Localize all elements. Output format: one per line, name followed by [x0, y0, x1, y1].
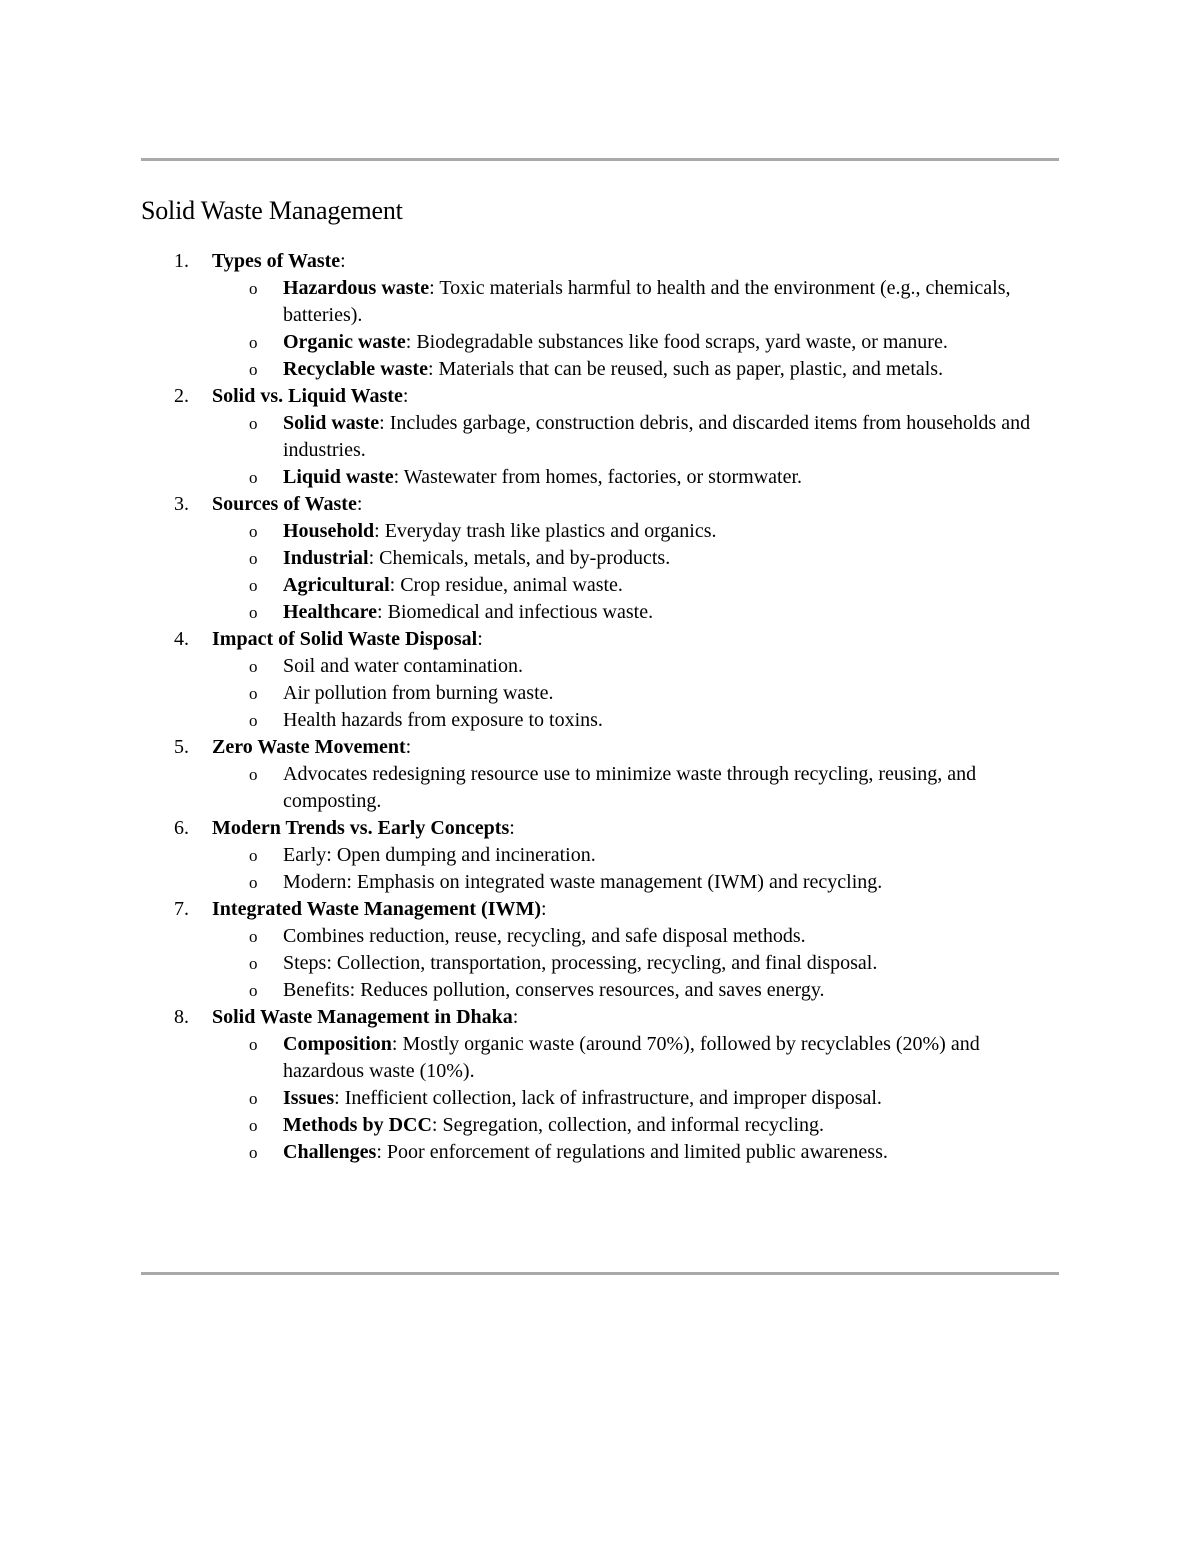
- item-text: Early: Open dumping and incineration.: [283, 844, 596, 866]
- bullet-icon: o: [249, 657, 258, 676]
- bottom-divider: [141, 1272, 1059, 1275]
- bullet-icon: o: [249, 414, 258, 433]
- bullet-icon: o: [249, 711, 258, 730]
- section-2: [141, 383, 1059, 491]
- section-5: [141, 734, 1059, 815]
- section-number: 2.: [174, 385, 189, 407]
- item-text: Biodegradable substances like food scraps, yard waste, or manure.: [416, 331, 948, 353]
- list-item: [212, 707, 1059, 734]
- section-4: [141, 626, 1059, 734]
- item-term: Issues: [283, 1087, 335, 1109]
- list-item: o Hazardous waste: Toxic materials harmful to health and the environment (e.g., chemicals, batteries).: [249, 277, 1011, 326]
- bullet-icon: o: [249, 1035, 258, 1054]
- list-item: o Methods by DCC: Segregation, collection, and informal recycling.: [212, 1112, 1059, 1139]
- bullet-icon: o: [249, 927, 258, 946]
- item-list: [212, 842, 1059, 896]
- item-text: Wastewater from homes, factories, or stormwater.: [403, 466, 803, 488]
- bullet-icon: o: [249, 576, 258, 595]
- page-title: Solid Waste Management: [141, 196, 403, 225]
- item-text: Advocates redesigning resource use to minimize waste through recycling, reusing, and composting.: [283, 763, 977, 812]
- item-text: Benefits: Reduces pollution, conserves resources, and saves energy.: [283, 979, 825, 1001]
- bullet-icon: o: [249, 1143, 258, 1162]
- bullet-icon: o: [249, 333, 258, 352]
- list-item: o Solid waste: Includes garbage, construction debris, and discarded items from households and industries.: [249, 412, 1031, 461]
- item-term: Challenges: [283, 1141, 377, 1163]
- section-heading: Zero Waste Movement:: [212, 736, 412, 758]
- list-item: [212, 761, 1059, 815]
- list-item: o Agricultural: Crop residue, animal waste.: [212, 572, 1059, 599]
- bullet-icon: o: [249, 846, 258, 865]
- item-text: Mostly organic waste (around 70%), followed by recyclables (20%) and hazardous waste (10%).: [283, 1033, 980, 1082]
- bullet-icon: o: [249, 873, 258, 892]
- list-item: [212, 977, 1059, 1004]
- item-term: Solid waste: [283, 412, 380, 434]
- item-text: Steps: Collection, transportation, processing, recycling, and final disposal.: [283, 952, 878, 974]
- bullet-icon: o: [249, 549, 258, 568]
- section-heading: Solid vs. Liquid Waste:: [212, 385, 409, 407]
- list-item: o Recyclable waste: Materials that can be reused, such as paper, plastic, and metals.: [212, 356, 1059, 383]
- section-number: 3.: [174, 493, 189, 515]
- item-term: Organic waste: [283, 331, 406, 353]
- item-term: Methods by DCC: [283, 1114, 432, 1136]
- section-number: 7.: [174, 898, 189, 920]
- section-6: [141, 815, 1059, 896]
- list-item: [212, 842, 1059, 869]
- bullet-icon: o: [249, 522, 258, 541]
- item-text: Combines reduction, reuse, recycling, and safe disposal methods.: [283, 925, 806, 947]
- section-number: 6.: [174, 817, 189, 839]
- item-text: Chemicals, metals, and by-products.: [379, 547, 671, 569]
- item-text: Modern: Emphasis on integrated waste management (IWM) and recycling.: [283, 871, 883, 893]
- item-term: Liquid waste: [283, 466, 394, 488]
- section-heading: Integrated Waste Management (IWM):: [212, 898, 547, 920]
- document-body: [141, 194, 1059, 1166]
- bullet-icon: o: [249, 468, 258, 487]
- item-list: [212, 923, 1059, 1004]
- item-text: Segregation, collection, and informal recycling.: [442, 1114, 825, 1136]
- item-text: Toxic materials harmful to health and the environment (e.g., chemicals, batteries).: [283, 277, 1011, 326]
- section-1: [141, 248, 1059, 383]
- list-item: o Healthcare: Biomedical and infectious waste.: [212, 599, 1059, 626]
- bullet-icon: o: [249, 279, 258, 298]
- item-term: Hazardous waste: [283, 277, 430, 299]
- item-text: Crop residue, animal waste.: [400, 574, 623, 596]
- list-item: [212, 950, 1059, 977]
- bullet-icon: o: [249, 954, 258, 973]
- item-term: Composition: [283, 1033, 392, 1055]
- section-number: 1.: [174, 250, 189, 272]
- list-item: [212, 869, 1059, 896]
- section-8: [141, 1004, 1059, 1166]
- list-item: [212, 923, 1059, 950]
- section-heading: Modern Trends vs. Early Concepts:: [212, 817, 515, 839]
- section-number: 4.: [174, 628, 189, 650]
- item-list: [212, 518, 1059, 626]
- section-heading: Impact of Solid Waste Disposal:: [212, 628, 483, 650]
- top-divider: [141, 158, 1059, 161]
- list-item: o Organic waste: Biodegradable substances like food scraps, yard waste, or manure.: [212, 329, 1059, 356]
- item-text: Air pollution from burning waste.: [283, 682, 554, 704]
- item-text: Everyday trash like plastics and organics.: [384, 520, 717, 542]
- bullet-icon: o: [249, 1116, 258, 1135]
- bullet-icon: o: [249, 765, 258, 784]
- item-text: Biomedical and infectious waste.: [387, 601, 654, 623]
- list-item: o Liquid waste: Wastewater from homes, factories, or stormwater.: [212, 464, 1059, 491]
- item-text: Inefficient collection, lack of infrastructure, and improper disposal.: [344, 1087, 882, 1109]
- item-text: Health hazards from exposure to toxins.: [283, 709, 603, 731]
- list-item: o Industrial: Chemicals, metals, and by-products.: [212, 545, 1059, 572]
- item-text: Includes garbage, construction debris, and discarded items from households and industries.: [283, 412, 1031, 461]
- section-3: [141, 491, 1059, 626]
- item-term: Agricultural: [283, 574, 390, 596]
- item-list: [212, 653, 1059, 734]
- bullet-icon: o: [249, 603, 258, 622]
- bullet-icon: o: [249, 684, 258, 703]
- item-text: Materials that can be reused, such as paper, plastic, and metals.: [438, 358, 944, 380]
- list-item: o Issues: Inefficient collection, lack of infrastructure, and improper disposal.: [212, 1085, 1059, 1112]
- bullet-icon: o: [249, 360, 258, 379]
- section-number: 8.: [174, 1006, 189, 1028]
- section-heading: Sources of Waste:: [212, 493, 363, 515]
- list-item: o Challenges: Poor enforcement of regulations and limited public awareness.: [212, 1139, 1059, 1166]
- section-heading: Types of Waste:: [212, 250, 346, 272]
- section-number: 5.: [174, 736, 189, 758]
- list-item: [212, 680, 1059, 707]
- bullet-icon: o: [249, 1089, 258, 1108]
- item-text: Soil and water contamination.: [283, 655, 523, 677]
- section-7: [141, 896, 1059, 1004]
- item-list: [212, 275, 1059, 383]
- section-heading: Solid Waste Management in Dhaka:: [212, 1006, 519, 1028]
- item-term: Household: [283, 520, 375, 542]
- section-list: [141, 248, 1059, 1166]
- bullet-icon: o: [249, 981, 258, 1000]
- list-item: o Household: Everyday trash like plastics and organics.: [212, 518, 1059, 545]
- item-list: [212, 1031, 1059, 1166]
- item-list: [212, 410, 1059, 491]
- item-text: Poor enforcement of regulations and limited public awareness.: [386, 1141, 888, 1163]
- list-item: [212, 653, 1059, 680]
- item-list: [212, 761, 1059, 815]
- item-term: Industrial: [283, 547, 369, 569]
- item-term: Healthcare: [283, 601, 378, 623]
- list-item: o Composition: Mostly organic waste (around 70%), followed by recyclables (20%) and hazardous waste (10%).: [249, 1033, 980, 1082]
- item-term: Recyclable waste: [283, 358, 428, 380]
